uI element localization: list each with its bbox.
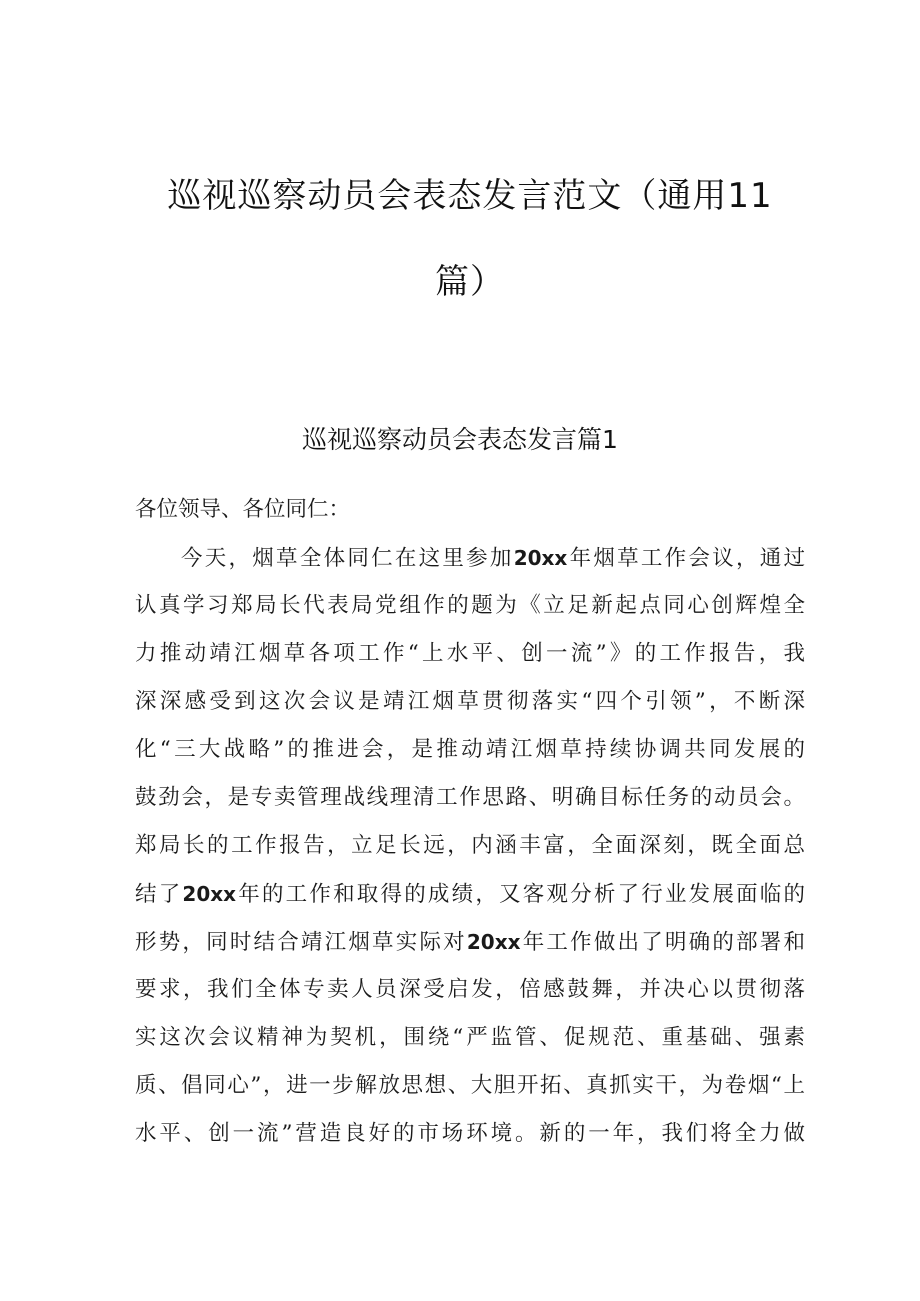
text-run: 年工作做出了明确的部署和 bbox=[520, 930, 805, 955]
paragraph-line: 鼓劲会，是专卖管理战线理清工作思路、明确目标任务的动员会。 bbox=[135, 785, 805, 810]
body-paragraph bbox=[135, 534, 805, 1158]
paragraph-line: 水平、创一流”营造良好的市场环境。新的一年，我们将全力做 bbox=[135, 1121, 805, 1146]
paragraph-line: 深深感受到这次会议是靖江烟草贯彻落实“四个引领”，不断深 bbox=[135, 689, 805, 714]
paragraph-line: 化“三大战略”的推进会，是推动靖江烟草持续协调共同发展的 bbox=[135, 737, 805, 762]
paragraph-line: 力推动靖江烟草各项工作“上水平、创一流”》的工作报告，我 bbox=[135, 641, 805, 666]
paragraph-line bbox=[135, 534, 805, 582]
salutation bbox=[135, 486, 805, 534]
section-heading: 巡视巡察动员会表态发言篇1 bbox=[302, 425, 618, 454]
text-run: 形势，同时结合靖江烟草实际对 bbox=[135, 930, 467, 955]
paragraph-line: 郑局长的工作报告，立足长远，内涵丰富，全面深刻，既全面总 bbox=[135, 833, 805, 858]
paragraph-line: 质、倡同心”，进一步解放思想、大胆开拓、真抓实干，为卷烟“上 bbox=[135, 1073, 805, 1098]
text-run: 年的工作和取得的成绩，又客观分析了行业发展面临的 bbox=[236, 882, 805, 907]
text-run: 年烟草工作会议，通过 bbox=[567, 546, 805, 571]
document-title-line-1: 巡视巡察动员会表态发言范文（通用11 bbox=[167, 176, 773, 216]
year-text: 20xx bbox=[513, 546, 568, 570]
document-title-line-2: 篇） bbox=[435, 262, 505, 302]
salutation-text: 各位领导、各位同仁： bbox=[135, 497, 351, 522]
text-run: 今天，烟草全体同仁在这里参加 bbox=[181, 546, 514, 571]
paragraph-line: 实这次会议精神为契机，围绕“严监管、促规范、重基础、强素 bbox=[135, 1025, 805, 1050]
paragraph-line: 要求，我们全体专卖人员深受启发，倍感鼓舞，并决心以贯彻落 bbox=[135, 977, 805, 1002]
paragraph-line bbox=[135, 918, 805, 966]
paragraph-line: 认真学习郑局长代表局党组作的题为《立足新起点同心创辉煌全 bbox=[135, 593, 805, 618]
paragraph-line bbox=[135, 870, 805, 918]
year-text: 20xx bbox=[466, 930, 521, 954]
text-run: 结了 bbox=[135, 882, 183, 907]
year-text: 20xx bbox=[182, 882, 237, 906]
